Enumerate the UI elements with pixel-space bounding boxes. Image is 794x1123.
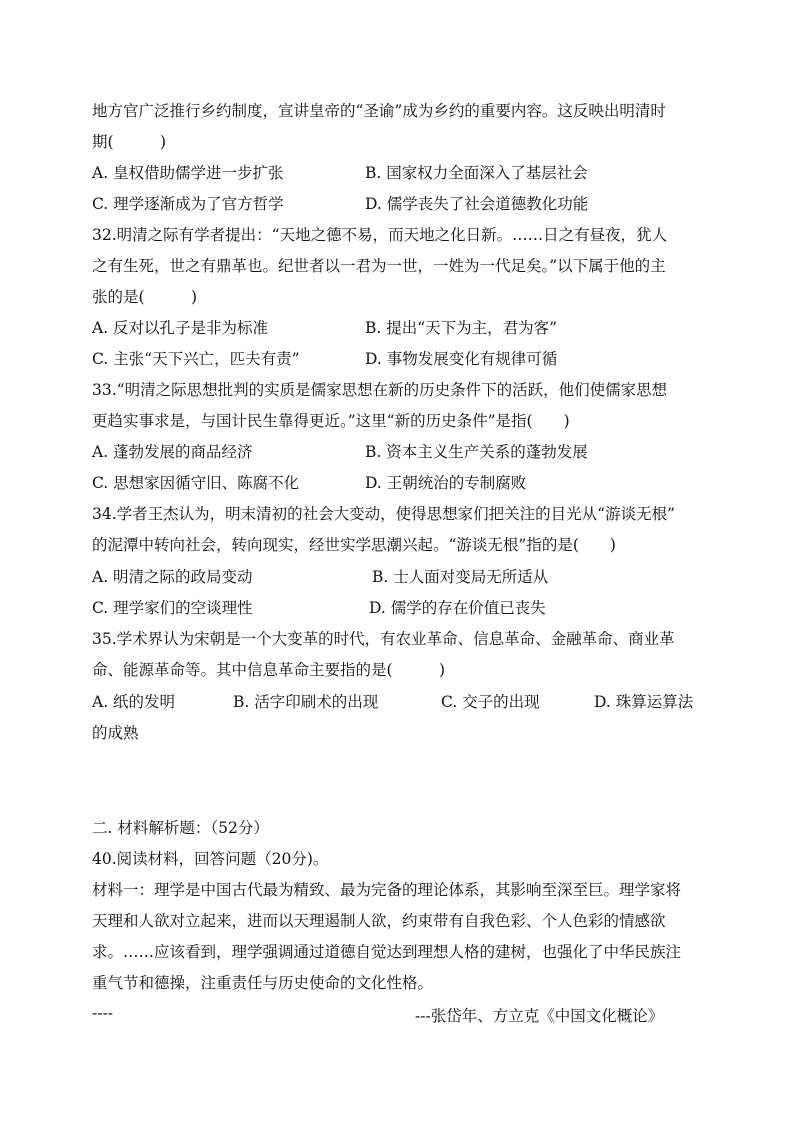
q35-option-d: D. 珠算运算法 — [594, 693, 694, 711]
q31-stem-line-1: 地方官广泛推行乡约制度，宣讲皇帝的“圣谕”成为乡约的重要内容。这反映出明清时 — [92, 102, 666, 120]
q32-option-d: D. 事物发展变化有规律可循 — [365, 350, 558, 368]
q40-instruction: 40.阅读材料，回答问题（20分)。 — [92, 850, 329, 868]
section-2-heading: 二. 材料解析题：（52分） — [92, 819, 269, 837]
material-1-line-3: 求。……应该看到，理学强调通过道德自觉达到理想人格的建树，也强化了中华民族注 — [92, 943, 682, 961]
material-1-line-2: 天理和人欲对立起来，进而以天理遏制人欲，约束带有自我色彩、个人色彩的情感欲 — [92, 912, 666, 930]
q33-option-c: C. 思想家因循守旧、陈腐不化 — [92, 474, 300, 492]
q34-option-a: A. 明清之际的政局变动 — [92, 568, 253, 586]
q31-option-b: B. 国家权力全面深入了基层社会 — [365, 164, 588, 182]
q31-option-a: A. 皇权借助儒学进一步扩张 — [92, 164, 284, 182]
material-1-line-4: 重气节和德操，注重责任与历史使命的文化性格。 — [92, 974, 434, 992]
q35-stem-line-2: 命、能源革命等。其中信息革命主要指的是( ) — [92, 661, 446, 679]
q31-option-c: C. 理学逐渐成为了官方哲学 — [92, 195, 284, 213]
q33-stem-line-1: 33.“明清之际思想批判的实质是儒家思想在新的历史条件下的活跃，他们使儒家思想 — [92, 381, 668, 399]
q34-option-d: D. 儒学的存在价值已丧失 — [369, 599, 546, 617]
q32-stem-line-2: 之有生死，世之有鼎革也。纪世者以一君为一世，一姓为一代足矣。”以下属于他的主 — [92, 257, 666, 275]
q32-option-b: B. 提出“天下为主，君为客” — [365, 319, 558, 337]
q35-option-b: B. 活字印刷术的出现 — [233, 693, 379, 711]
q32-option-a: A. 反对以孔子是非为标准 — [92, 319, 269, 337]
material-1-line-1: 材料一：理学是中国古代最为精致、最为完备的理论体系，其影响至深至巨。理学家将 — [92, 881, 682, 899]
q32-stem-line-1: 32.明清之际有学者提出：“天地之德不易，而天地之化日新。……日之有昼夜，犹人 — [92, 226, 668, 244]
q35-option-a: A. 纸的发明 — [92, 693, 176, 711]
q31-stem-line-2: 期( ) — [92, 133, 167, 151]
q34-stem-line-1: 34.学者王杰认为，明末清初的社会大变动，使得思想家们把关注的目光从“游谈无根” — [92, 505, 676, 523]
q33-option-b: B. 资本主义生产关系的蓬勃发展 — [365, 443, 588, 461]
q33-option-a: A. 蓬勃发展的商品经济 — [92, 443, 253, 461]
q34-stem-line-2: 的泥潭中转向社会，转向现实，经世实学思潮兴起。“游谈无根”指的是( ) — [92, 536, 616, 554]
q32-option-c: C. 主张“天下兴亡，匹夫有责” — [92, 350, 300, 368]
q34-option-b: B. 士人面对变局无所适从 — [372, 568, 549, 586]
q35-option-c: C. 交子的出现 — [441, 693, 540, 711]
q33-stem-line-2: 更趋实事求是，与国计民生靠得更近。”这里“新的历史条件”是指( ) — [92, 412, 570, 430]
q31-option-d: D. 儒学丧失了社会道德教化功能 — [365, 195, 589, 213]
source-dashes: ---- — [92, 1004, 113, 1022]
source-citation: ---张岱年、方立克《中国文化概论》 — [415, 1007, 664, 1025]
q33-option-d: D. 王朝统治的专制腐败 — [365, 474, 527, 492]
q35-option-d-continuation: 的成熟 — [92, 724, 139, 742]
q35-stem-line-1: 35.学术界认为宋朝是一个大变革的时代，有农业革命、信息革命、金融革命、商业革 — [92, 630, 675, 648]
q32-stem-line-3: 张的是( ) — [92, 288, 198, 306]
q34-option-c: C. 理学家们的空谈理性 — [92, 599, 253, 617]
